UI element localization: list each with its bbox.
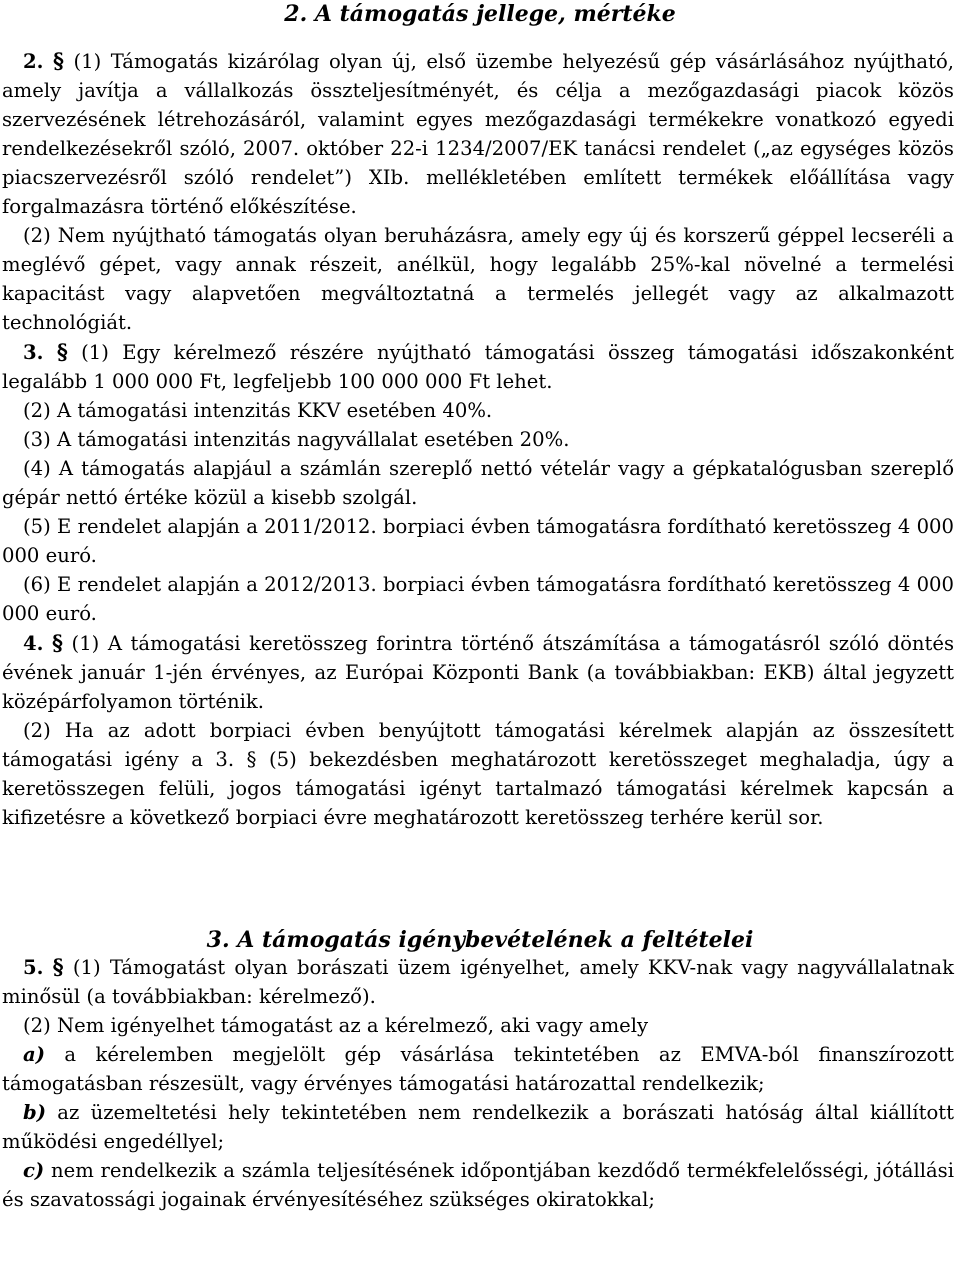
paragraph <box>2 628 954 716</box>
section-number: 3. <box>23 341 44 364</box>
list-item <box>2 1098 954 1156</box>
paragraph-text: (2) Ha az adott borpiaci évben benyújtott támogatási kérelmek alapján az összesített támogatási igény a 3. § (5) bekezdésben meghatározott keretösszeget meghaladja, úgy a keretösszegen felüli, jogos támogatási igényt tartalmazó támogatási kérelmek kapcsán a kifizetésre a következő borpiaci évre meghatározott keretösszeg terhére kerül sor. <box>2 719 954 829</box>
list-item <box>2 1156 954 1214</box>
paragraph <box>2 512 954 570</box>
item-text: az üzemeltetési hely tekintetében nem rendelkezik a borászati hatóság által kiállított működési engedéllyel; <box>2 1101 954 1153</box>
section-sign: § <box>52 48 64 73</box>
paragraph <box>2 337 954 396</box>
section-heading: 3. A támogatás igénybevételének a feltételei <box>206 927 754 953</box>
paragraph-text: (1) A támogatási keretösszeg forintra történő átszámítása a támogatásról szóló döntés évének január 1-jén érvényes, az Európai Központi Bank (a továbbiakban: EKB) által jegyzett középárfolyamon történik. <box>2 632 955 713</box>
item-letter: a) <box>23 1043 45 1066</box>
section-sign: § <box>52 630 63 655</box>
paragraph <box>2 952 954 1011</box>
paragraph <box>2 221 954 337</box>
item-text: a kérelemben megjelölt gép vásárlása tekintetében az EMVA-ból finanszírozott támogatásban részesült, vagy érvényes támogatási határozattal rendelkezik; <box>2 1043 954 1095</box>
body-text-part-2 <box>2 952 954 1214</box>
item-letter: b) <box>23 1101 46 1124</box>
paragraph <box>2 570 954 628</box>
paragraph-text: (1) Egy kérelmező részére nyújtható támogatási összeg támogatási időszakonként legalább 1 000 000 Ft, legfeljebb 100 000 000 Ft lehet. <box>2 341 954 393</box>
paragraph <box>2 425 954 454</box>
paragraph-text: (1) Támogatás kizárólag olyan új, első üzembe helyezésű gép vásárlásához nyújtható, amely javítja a vállalkozás összteljesítményét, és célja a mezőgazdasági piacok közös szervezésének létrehozásáról, valamint egyes mezőgazdasági termékekre vonatkozó egyedi rendelkezésekről szóló, 2007. október 22-i 1234/2007/EK tanácsi rendelet („az egységes közös piacszervezésről szóló rendelet”) XIb. mellékletében említett termékek előállítása vagy forgalmazásra történő előkészítése. <box>2 50 954 218</box>
body-text-part-1 <box>2 46 954 832</box>
paragraph-text: (2) Nem nyújtható támogatás olyan beruházásra, amely egy új és korszerű géppel lecseréli a meglévő gépet, vagy annak részeit, anélkül, hogy legalább 25%-kal növelné a termelési kapacitást vagy alapvetően megváltoztatná a termelés jellegét vagy az alkalmazott technológiát. <box>2 224 954 334</box>
paragraph-text: (2) Nem igényelhet támogatást az a kérelmező, aki vagy amely <box>23 1014 649 1037</box>
paragraph-text: (2) A támogatási intenzitás KKV esetében 40%. <box>23 399 493 422</box>
paragraph <box>2 454 954 512</box>
paragraph-text: (1) Támogatást olyan borászati üzem igényelhet, amely KKV-nak vagy nagyvállalatnak minősül (a továbbiakban: kérelmező). <box>2 956 954 1008</box>
section-sign: § <box>56 339 68 364</box>
list-item <box>2 1040 954 1098</box>
paragraph <box>2 46 954 221</box>
section-number: 5. <box>23 956 44 979</box>
paragraph-text: (5) E rendelet alapján a 2011/2012. borpiaci évben támogatásra fordítható keretösszeg 4 000 000 euró. <box>2 515 954 567</box>
item-text: nem rendelkezik a számla teljesítésének időpontjában kezdődő termékfelelősségi, jótállási és szavatossági jogainak érvényesítéséhez szükséges okiratokkal; <box>2 1159 954 1211</box>
paragraph-text: (3) A támogatási intenzitás nagyvállalat esetében 20%. <box>23 428 570 451</box>
paragraph <box>2 396 954 425</box>
paragraph-text: (6) E rendelet alapján a 2012/2013. borpiaci évben támogatásra fordítható keretösszeg 4 000 000 euró. <box>2 573 954 625</box>
paragraph-text: (4) A támogatás alapjául a számlán szereplő nettó vételár vagy a gépkatalógusban szereplő gépár nettó értéke közül a kisebb szolgál. <box>2 457 954 509</box>
section-number: 4. <box>23 632 44 655</box>
section-heading: 2. A támogatás jellege, mértéke <box>284 1 676 27</box>
section-sign: § <box>52 954 64 979</box>
paragraph <box>2 716 954 832</box>
item-letter: c) <box>23 1159 45 1182</box>
section-number: 2. <box>23 50 44 73</box>
paragraph <box>2 1011 954 1040</box>
